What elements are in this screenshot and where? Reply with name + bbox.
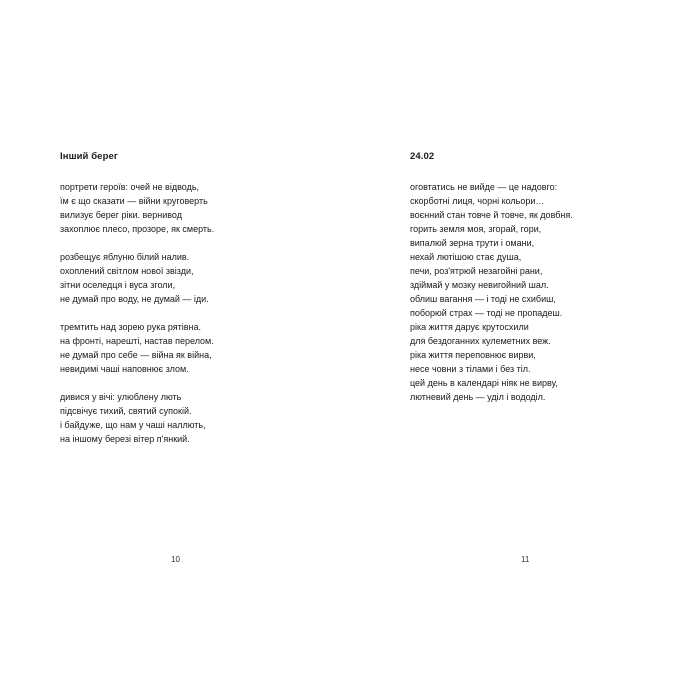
- poem-line: дивися у вічі: улюблену лють: [60, 392, 182, 402]
- poem-line: здіймай у мозку невигойний шал.: [410, 280, 549, 290]
- stanza: [60, 250, 214, 306]
- right-page: [350, 0, 700, 700]
- poem-line: на фронті, нарешті, настав перелом.: [60, 336, 214, 346]
- stanza: [410, 180, 573, 404]
- poem-body: [60, 180, 214, 460]
- stanza: [60, 320, 214, 376]
- stanza: [60, 180, 214, 236]
- poem-line: для бездоганних кулеметних веж.: [410, 336, 551, 346]
- poem-body: [410, 180, 573, 418]
- poem-line: ріка життя дарує крутосхили: [410, 322, 529, 332]
- poem-line: на іншому березі вітер п'янкий.: [60, 434, 190, 444]
- poem-line: зітни оселедця і вуса зголи,: [60, 280, 176, 290]
- poem-line: нехай лютішою стає душа,: [410, 252, 522, 262]
- poem-line: горить земля моя, згорай, гори,: [410, 224, 542, 234]
- poem-title: 24.02: [410, 151, 435, 162]
- poem-line: лютневий день — уділ і вододіл.: [410, 392, 546, 402]
- poem-line: не думай про воду, не думай — іди.: [60, 294, 209, 304]
- poem-line: ріка життя переповнює вирви,: [410, 350, 536, 360]
- page-number: 10: [171, 555, 180, 564]
- poem-line: захоплює плесо, прозоре, як смерть.: [60, 224, 215, 234]
- poem-line: несе човни з тілами і без тіл.: [410, 364, 531, 374]
- poem-line: випалюй зерна трути і омани,: [410, 238, 535, 248]
- poem-title: Інший берег: [60, 151, 118, 162]
- poem-line: печи, роз'ятрюй незагойні рани,: [410, 266, 543, 276]
- poem-line: розбещує яблуню білий налив.: [60, 252, 190, 262]
- poem-line: цей день в календарі ніяк не вирву,: [410, 378, 558, 388]
- page-number: 11: [521, 555, 530, 564]
- poem-line: підсвічує тихий, святий супокій.: [60, 406, 192, 416]
- poem-line: вилизує берег ріки. вернивод: [60, 210, 182, 220]
- poem-line: тремтить над зорею рука рятівна.: [60, 322, 202, 332]
- poem-line: облиш вагання — і тоді не схибиш,: [410, 294, 556, 304]
- stanza: [60, 390, 214, 446]
- poem-line: портрети героїв: очей не відводь,: [60, 182, 200, 192]
- poem-line: охоплений світлом нової звізди,: [60, 266, 194, 276]
- poem-line: воєнний стан товче й товче, як довбня.: [410, 210, 573, 220]
- poem-line: їм є що сказати — війни круговерть: [60, 196, 208, 206]
- poem-line: поборюй страх — тоді не пропадеш.: [410, 308, 563, 318]
- poem-line: оговтатись не вийде — це надовго:: [410, 182, 558, 192]
- poem-line: скорботні лиця, чорні кольори…: [410, 196, 545, 206]
- poem-line: не думай про себе — війна як війна,: [60, 350, 212, 360]
- poem-line: і байдуже, що нам у чаші наллють,: [60, 420, 206, 430]
- poem-line: невидимі чаші наповнює злом.: [60, 364, 189, 374]
